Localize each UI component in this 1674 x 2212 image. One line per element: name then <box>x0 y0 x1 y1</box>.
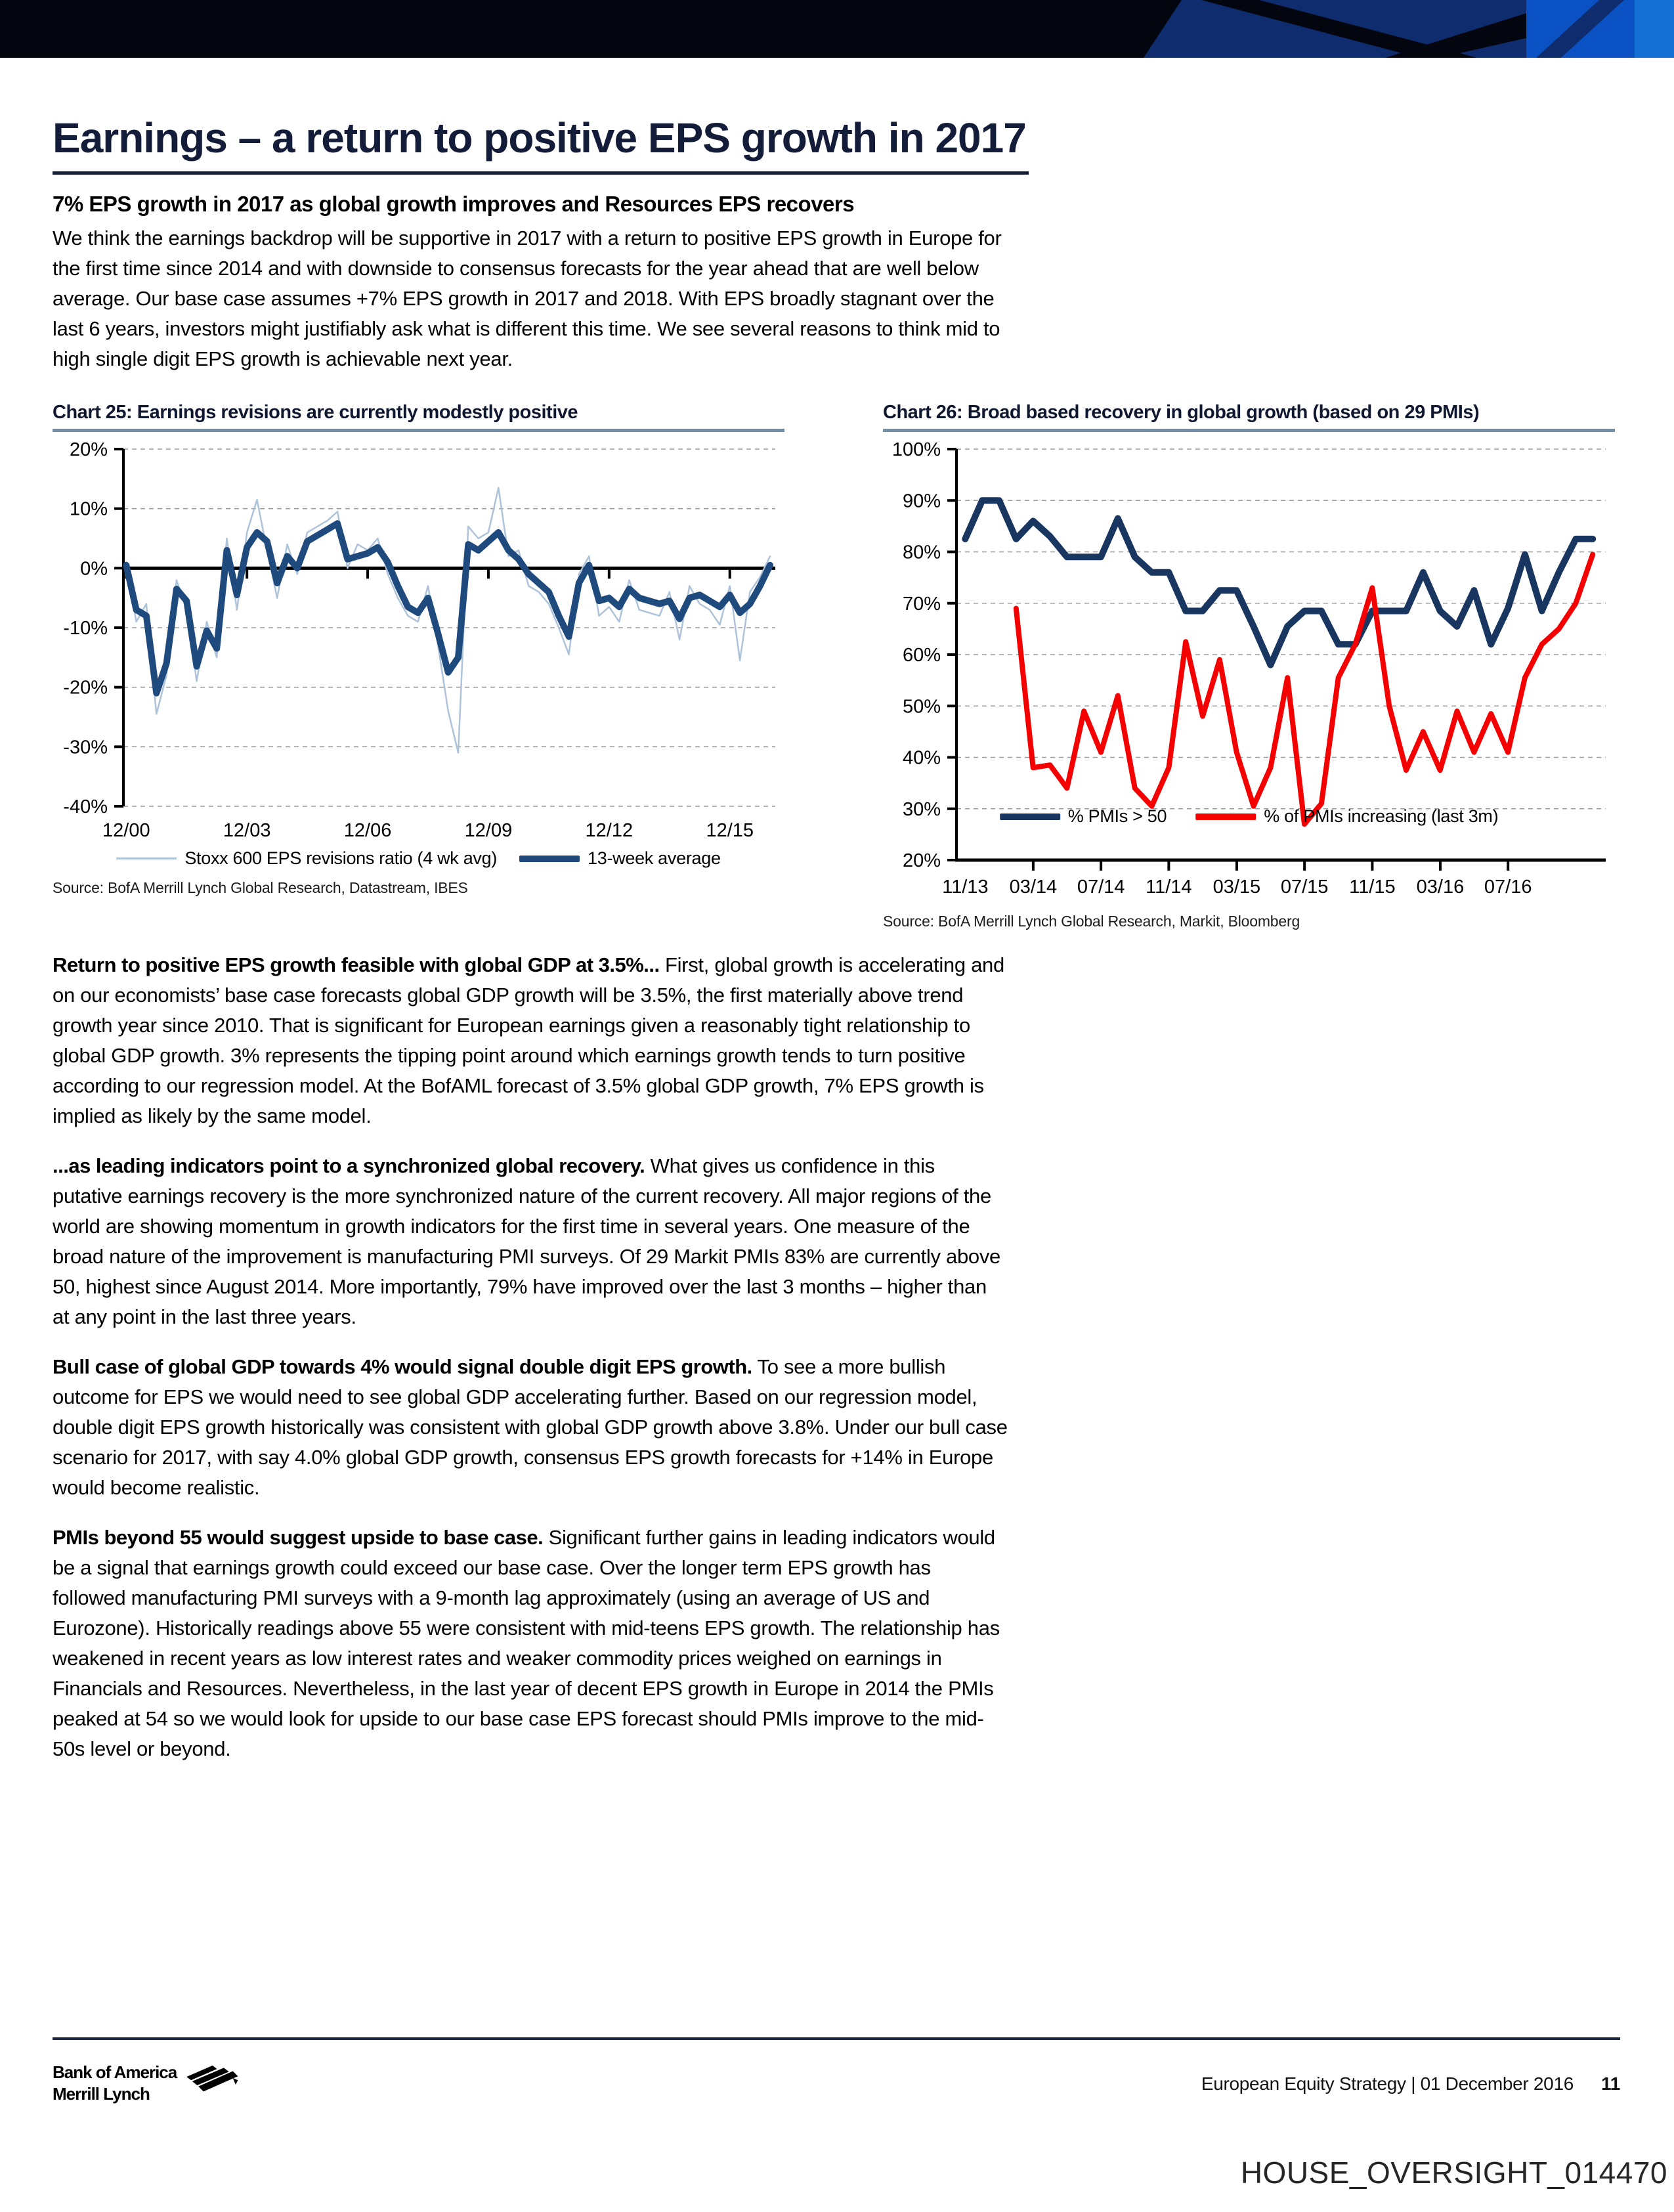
chart-25-plot <box>53 440 784 846</box>
chart-26-source: Source: BofA Merrill Lynch Global Research, Markit, Bloomberg <box>883 913 1300 930</box>
page-content <box>53 58 1628 1764</box>
chart-25-source: Source: BofA Merrill Lynch Global Research, Datastream, IBES <box>53 879 468 897</box>
paragraph-pmis-beyond-55 <box>53 1523 1008 1764</box>
y-tick-label: 20% <box>902 850 941 872</box>
paragraph-leading-indicators <box>53 1151 1008 1332</box>
x-tick-label: 12/12 <box>585 820 633 842</box>
bates-stamp: HOUSE_OVERSIGHT_014470 <box>1240 2156 1667 2190</box>
legend-line-icon <box>519 856 580 862</box>
x-tick-label: 11/14 <box>1146 877 1192 898</box>
y-tick-label: -30% <box>63 737 108 758</box>
brand-logo <box>53 2062 240 2104</box>
paragraph-rest: First, global growth is accelerating and on our economists’ base case forecasts global GDP growth will be 3.5%, the first materially above trend growth year since 2010. That is significant for European earnings given a reasonably tight relationship to global GDP growth. 3% represents the tipping point around which earnings growth tends to turn positive according to our regression model. At the BofAML forecast of 3.5% global GDP growth, 7% EPS growth is implied as likely by the same model. <box>53 953 1004 1128</box>
chart-25-title: Chart 25: Earnings revisions are currently modestly positive <box>53 402 578 423</box>
charts-row <box>53 402 1621 930</box>
y-tick-label: 100% <box>891 440 941 461</box>
x-tick-label: 03/16 <box>1416 877 1465 898</box>
y-tick-label: 40% <box>902 747 941 769</box>
brand-text <box>53 2062 177 2104</box>
y-tick-label: 60% <box>902 645 941 666</box>
legend-line-icon <box>1195 813 1256 820</box>
top-banner-graphic <box>0 0 1674 58</box>
paragraph-lead: Return to positive EPS growth feasible with global GDP at 3.5%... <box>53 953 660 977</box>
legend-label: % of PMIs increasing (last 3m) <box>1264 806 1499 827</box>
footer-citation <box>1201 2073 1620 2094</box>
chart-26 <box>883 402 1615 930</box>
brand-line-2: Merrill Lynch <box>53 2083 150 2104</box>
title-rule <box>53 171 1029 175</box>
x-tick-label: 12/00 <box>102 820 150 842</box>
y-tick-label: 10% <box>69 498 108 520</box>
paragraph-rest: Significant further gains in leading indicators would be a signal that earnings growth could exceed our base case. Over the longer term EPS growth has followed manufacturing PMI surveys with a 9-month lag approximately (using an average of US and Eurozone). Historically readings above 55 were consistent with mid-teens EPS growth. The relationship has weakened in recent years as low interest rates and weaker commodity prices weighed on earnings in Financials and Resources. Nevertheless, in the last year of decent EPS growth in Europe in 2014 the PMIs peaked at 54 so we would look for upside to our base case EPS forecast should PMIs improve to the mid-50s level or beyond. <box>53 1526 1000 1761</box>
legend-item-13wk <box>519 848 721 869</box>
x-tick-label: 07/16 <box>1484 877 1532 898</box>
footer <box>53 2062 1620 2104</box>
legend-label: 13-week average <box>588 848 721 869</box>
y-tick-label: -20% <box>63 677 108 699</box>
x-tick-label: 12/09 <box>464 820 513 842</box>
chart-26-legend <box>1000 806 1499 827</box>
legend-item-pmis-increasing <box>1195 806 1498 827</box>
page-title: Earnings – a return to positive EPS growth in 2017 <box>53 114 1026 162</box>
chart-26-caption-rule <box>883 429 1615 432</box>
page-number: 11 <box>1601 2073 1620 2094</box>
y-tick-label: -10% <box>63 618 108 640</box>
x-tick-label: 12/03 <box>223 820 271 842</box>
banner-shape-light-strip <box>1635 0 1674 58</box>
bofa-flag-icon <box>183 2063 240 2100</box>
paragraph-bull-case <box>53 1352 1008 1503</box>
paragraph-gdp-3-5 <box>53 950 1008 1131</box>
chart-25-caption-rule <box>53 429 784 432</box>
paragraph-lead: ...as leading indicators point to a synchronized global recovery. <box>53 1154 645 1178</box>
chart-25-legend <box>53 848 784 869</box>
x-tick-label: 11/13 <box>942 877 989 898</box>
series-pmis-50 <box>965 500 1593 664</box>
y-tick-label: 70% <box>902 593 941 615</box>
x-tick-label: 03/15 <box>1213 877 1261 898</box>
legend-label: % PMIs > 50 <box>1067 806 1167 827</box>
brand-line-1: Bank of America <box>53 2062 177 2082</box>
top-banner <box>0 0 1674 58</box>
legend-line-icon <box>116 857 177 859</box>
y-tick-label: -40% <box>63 796 108 818</box>
legend-label: Stoxx 600 EPS revisions ratio (4 wk avg) <box>184 848 498 869</box>
y-tick-label: 20% <box>69 440 108 461</box>
footer-rule <box>53 2037 1620 2040</box>
y-tick-label: 0% <box>80 558 108 580</box>
legend-item-stoxx <box>116 848 497 869</box>
x-tick-label: 12/15 <box>706 820 754 842</box>
x-tick-label: 11/15 <box>1349 877 1396 898</box>
legend-item-pmis-above-50 <box>1000 806 1167 827</box>
series-13-week-average <box>126 523 770 693</box>
intro-paragraph: We think the earnings backdrop will be supportive in 2017 with a return to positive EPS growth in Europe for the first time since 2014 and with downside to consensus forecasts for the year ahead that are well below average. Our base case assumes +7% EPS growth in 2017 and 2018. With EPS broadly stagnant over the last 6 years, investors might justifiably ask what is different this time. We see several reasons to think mid to high single digit EPS growth is achievable next year. <box>53 227 1002 371</box>
paragraph-lead: Bull case of global GDP towards 4% would signal double digit EPS growth. <box>53 1355 752 1379</box>
y-tick-label: 90% <box>902 490 941 512</box>
paragraph-lead: PMIs beyond 55 would suggest upside to base case. <box>53 1526 544 1550</box>
x-tick-label: 12/06 <box>343 820 392 842</box>
footer-report-name: European Equity Strategy | 01 December 2016 <box>1201 2073 1574 2094</box>
section-heading: 7% EPS growth in 2017 as global growth improves and Resources EPS recovers <box>53 192 855 217</box>
y-tick-label: 30% <box>902 798 941 820</box>
paragraph-rest: To see a more bullish outcome for EPS we would need to see global GDP accelerating further. Based on our regression model, double digit EPS growth historically was consistent with global GDP growth above 3.8%. Under our bull case scenario for 2017, with say 4.0% global GDP growth, consensus EPS growth forecasts for +14% in Europe would become realistic. <box>53 1355 1008 1500</box>
paragraph-rest: What gives us confidence in this putative earnings recovery is the more synchronized nature of the current recovery. All major regions of the world are showing momentum in growth indicators for the first time in several years. One measure of the broad nature of the improvement is manufacturing PMI surveys. Of 29 Markit PMIs 83% are currently above 50, highest since August 2014. More importantly, 79% have improved over the last 3 months – higher than at any point in the last three years. <box>53 1154 1000 1329</box>
legend-line-icon <box>1000 813 1060 820</box>
x-tick-label: 07/14 <box>1077 877 1125 898</box>
x-tick-label: 03/14 <box>1009 877 1058 898</box>
series-of-pmis-increasing-last-3m <box>1016 555 1593 825</box>
chart-26-title: Chart 26: Broad based recovery in global growth (based on 29 PMIs) <box>883 402 1480 423</box>
y-tick-label: 80% <box>902 542 941 563</box>
x-tick-label: 07/15 <box>1280 877 1329 898</box>
chart-25 <box>53 402 784 930</box>
y-tick-label: 50% <box>902 696 941 718</box>
chart-26-plot <box>883 440 1615 902</box>
